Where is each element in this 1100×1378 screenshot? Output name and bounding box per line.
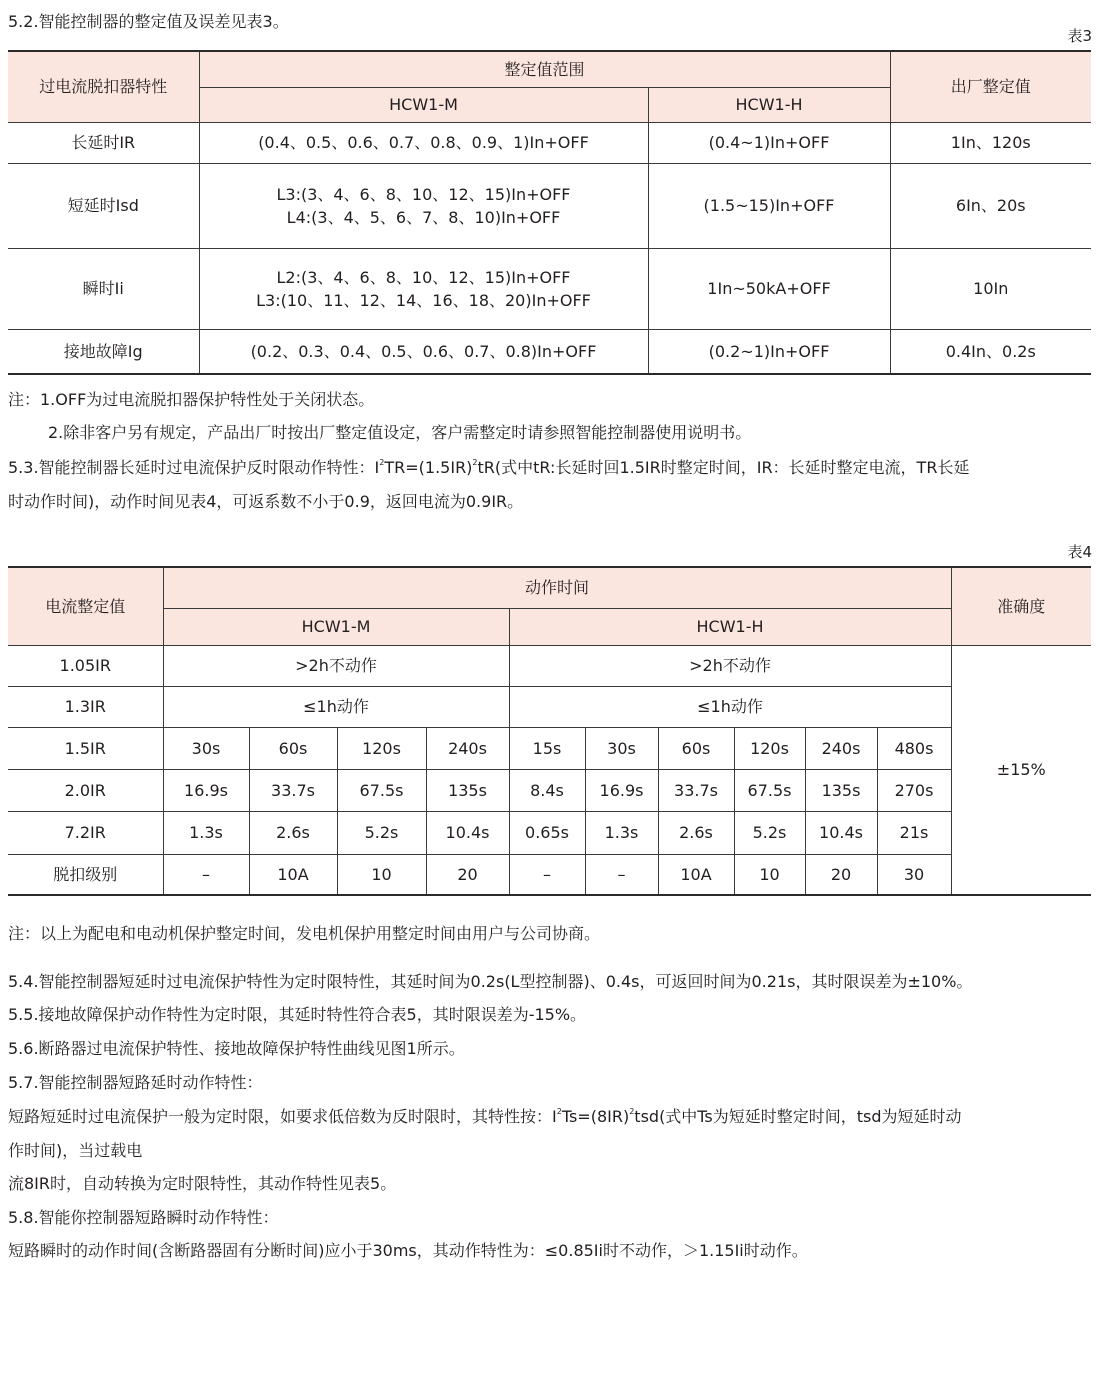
table4-cell: 270s — [877, 769, 951, 811]
table3-note-2: 2.除非客户另有规定，产品出厂时按出厂整定值设定，客户需整定时请参照智能控制器使用说明书。 — [48, 423, 752, 442]
p57b-text-c: tsd(式中Ts为短延时整定时间，tsd为短延时动 — [634, 1107, 962, 1126]
table4-cell-m: >2h不动作 — [163, 645, 509, 686]
table4-cell: – — [163, 854, 249, 895]
table4-cell: 2.6s — [249, 811, 337, 854]
table3-cell-feature: 瞬时Ii — [8, 248, 199, 329]
table3-cell-feature: 长延时IR — [8, 122, 199, 163]
p57b-text-b: Ts=(8IR) — [561, 1107, 630, 1126]
table4-cell: 135s — [426, 769, 509, 811]
table4-cell-label: 脱扣级别 — [8, 854, 163, 895]
table4-cell: 33.7s — [249, 769, 337, 811]
table4-note: 注：以上为配电和电动机保护整定时间，发电机保护用整定时间由用户与公司协商。 — [8, 924, 601, 943]
table3-label: 表3 — [1067, 27, 1092, 45]
table4-cell: – — [509, 854, 585, 895]
section-5-7-line3: 流8IR时，自动转换为定时限特性，其动作特性见表5。 — [8, 1174, 397, 1193]
table4 — [8, 566, 1091, 896]
p57b-sup2: 2 — [629, 1107, 635, 1116]
table3-cell-factory: 0.4In、0.2s — [890, 329, 1091, 374]
table4-cell: 20 — [805, 854, 877, 895]
table3 — [8, 50, 1091, 375]
table3-cell-h: (1.5~15)In+OFF — [648, 163, 890, 248]
table4-cell-h: >2h不动作 — [509, 645, 951, 686]
p53-text-a: 5.3.智能控制器长延时过电流保护反时限动作特性：I — [8, 458, 380, 477]
section-5-2-heading: 5.2.智能控制器的整定值及误差见表3。 — [8, 12, 289, 31]
p53-text-c: tR(式中tR:长延时回1.5IR时整定时间，IR：长延时整定电流，TR长延 — [477, 458, 970, 477]
table3-cell-m-line2: L4:(3、4、5、6、7、8、10)In+OFF — [286, 207, 561, 227]
table4-cell: 10.4s — [426, 811, 509, 854]
table4-cell: 10A — [658, 854, 734, 895]
table3-cell-m: (0.4、0.5、0.6、0.7、0.8、0.9、1)In+OFF — [199, 122, 648, 163]
table4-cell: 120s — [734, 727, 805, 769]
p53-sup2: 2 — [472, 458, 478, 467]
table4-cell: 480s — [877, 727, 951, 769]
table4-cell: 16.9s — [163, 769, 249, 811]
table4-cell: 60s — [249, 727, 337, 769]
table4-cell-label: 1.5IR — [8, 727, 163, 769]
table3-cell-feature: 短延时Isd — [8, 163, 199, 248]
table-row — [8, 163, 1091, 248]
section-5-7-line2: 作时间)，当过载电 — [8, 1141, 143, 1160]
table4-cell: 20 — [426, 854, 509, 895]
table4-cell: 10A — [249, 854, 337, 895]
table4-cell: 67.5s — [337, 769, 426, 811]
table4-cell: 30 — [877, 854, 951, 895]
table4-cell: 8.4s — [509, 769, 585, 811]
table3-cell-m-line2: L3:(10、11、12、14、16、18、20)In+OFF — [256, 290, 591, 310]
table3-cell-factory: 1In、120s — [890, 122, 1091, 163]
table3-header-factory: 出厂整定值 — [890, 51, 1091, 122]
table4-header-accuracy: 准确度 — [951, 567, 1091, 645]
table4-cell: 5.2s — [337, 811, 426, 854]
table4-cell: 33.7s — [658, 769, 734, 811]
table4-header-current: 电流整定值 — [8, 567, 163, 645]
table4-cell: 135s — [805, 769, 877, 811]
table4-cell: 21s — [877, 811, 951, 854]
table4-cell-label: 2.0IR — [8, 769, 163, 811]
table4-cell: 30s — [585, 727, 658, 769]
table4-cell: 2.6s — [658, 811, 734, 854]
table4-cell: 15s — [509, 727, 585, 769]
table3-header-m: HCW1-M — [199, 87, 648, 122]
table3-cell-m: (0.2、0.3、0.4、0.5、0.6、0.7、0.8)In+OFF — [199, 329, 648, 374]
table4-cell: – — [585, 854, 658, 895]
table3-cell-m-line1: L3:(3、4、6、8、10、12、15)In+OFF — [276, 184, 571, 204]
section-5-5: 5.5.接地故障保护动作特性为定时限，其延时特性符合表5，其时限误差为-15%。 — [8, 1005, 587, 1024]
table4-cell: 240s — [426, 727, 509, 769]
table4-cell: 0.65s — [509, 811, 585, 854]
table4-cell: 240s — [805, 727, 877, 769]
table-row — [8, 686, 1091, 727]
table3-header-range: 整定值范围 — [199, 51, 890, 87]
table4-cell: 1.3s — [585, 811, 658, 854]
section-5-3-line2: 时动作时间)，动作时间见表4，可返系数不小于0.9，返回电流为0.9IR。 — [8, 492, 524, 511]
table3-cell-factory: 10In — [890, 248, 1091, 329]
table4-cell-h: ≤1h动作 — [509, 686, 951, 727]
p57b-sup1: 2 — [556, 1107, 562, 1116]
table4-cell: 10.4s — [805, 811, 877, 854]
section-5-8-heading: 5.8.智能你控制器短路瞬时动作特性： — [8, 1208, 279, 1227]
table4-cell: 60s — [658, 727, 734, 769]
table-row — [8, 645, 1091, 686]
table3-cell-m — [199, 163, 648, 248]
table4-cell: 16.9s — [585, 769, 658, 811]
table4-cell: 10 — [337, 854, 426, 895]
table4-cell-label: 7.2IR — [8, 811, 163, 854]
table4-cell-accuracy: ±15% — [951, 645, 1091, 895]
table3-cell-h: 1In~50kA+OFF — [648, 248, 890, 329]
p53-sup1: 2 — [379, 458, 385, 467]
section-5-7-heading: 5.7.智能控制器短路延时动作特性： — [8, 1073, 263, 1092]
section-5-7-line1 — [8, 1106, 962, 1128]
table4-cell: 1.3s — [163, 811, 249, 854]
table3-header-h: HCW1-H — [648, 87, 890, 122]
table-row — [8, 811, 1091, 854]
table-row — [8, 329, 1091, 374]
section-5-4: 5.4.智能控制器短延时过电流保护特性为定时限特性，其延时间为0.2s(L型控制器)、0.4s，可返回时间为0.21s，其时限误差为±10%。 — [8, 972, 973, 991]
p57b-text-a: 短路短延时过电流保护一般为定时限，如要求低倍数为反时限时，其特性按：I — [8, 1107, 557, 1126]
table4-cell: 5.2s — [734, 811, 805, 854]
section-5-3-line1 — [8, 457, 969, 479]
table-row — [8, 854, 1091, 895]
table4-cell: 120s — [337, 727, 426, 769]
table3-cell-m — [199, 248, 648, 329]
table4-cell: 10 — [734, 854, 805, 895]
table3-cell-m-line1: L2:(3、4、6、8、10、12、15)In+OFF — [276, 267, 571, 287]
table3-header-feature: 过电流脱扣器特性 — [8, 51, 199, 122]
table3-cell-feature: 接地故障Ig — [8, 329, 199, 374]
table4-header-m: HCW1-M — [163, 608, 509, 645]
table4-header-h: HCW1-H — [509, 608, 951, 645]
table4-label: 表4 — [1067, 543, 1092, 561]
table3-cell-factory: 6In、20s — [890, 163, 1091, 248]
table-row — [8, 727, 1091, 769]
table4-header-time: 动作时间 — [163, 567, 951, 608]
table3-cell-h: (0.4~1)In+OFF — [648, 122, 890, 163]
table4-cell: 30s — [163, 727, 249, 769]
table4-cell: 67.5s — [734, 769, 805, 811]
table3-cell-h: (0.2~1)In+OFF — [648, 329, 890, 374]
section-5-6: 5.6.断路器过电流保护特性、接地故障保护特性曲线见图1所示。 — [8, 1039, 465, 1058]
table4-cell-label: 1.05IR — [8, 645, 163, 686]
table3-note-1: 注：1.OFF为过电流脱扣器保护特性处于关闭状态。 — [8, 390, 375, 409]
table-row — [8, 769, 1091, 811]
table-row — [8, 248, 1091, 329]
table-row — [8, 122, 1091, 163]
table4-cell-m: ≤1h动作 — [163, 686, 509, 727]
section-5-8-text: 短路瞬时的动作时间(含断路器固有分断时间)应小于30ms，其动作特性为：≤0.85Ii时不动作，＞1.15Ii时动作。 — [8, 1241, 808, 1260]
p53-text-b: TR=(1.5IR) — [384, 458, 473, 477]
table4-cell-label: 1.3IR — [8, 686, 163, 727]
